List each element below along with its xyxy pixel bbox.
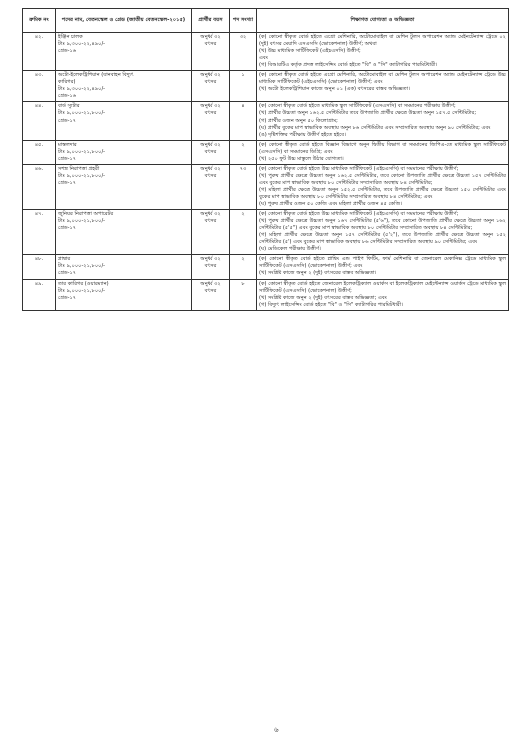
- qualification-item: (গ) বিদ্যুৎ লাইসেন্সিং বোর্ড হইতে "বি" ও "সি" ক্যাটাগরির পারমিটধারী।: [259, 301, 403, 308]
- header-serial: ক্রমিক নং: [23, 9, 56, 33]
- post-cell: [56, 102, 192, 140]
- table-row: [23, 33, 509, 71]
- qualification-item: (ক) কোনো স্বীকৃত বোর্ড হইতে উচ্চ মাধ্যমিক সার্টিফিকেট (এইচএসসি) বা সমমানের পরীক্ষায় উত্তীর্ণ;: [259, 165, 459, 172]
- qualification-item: (ঘ) মেডিকেল পরীক্ষায় উত্তীর্ণ।: [259, 246, 321, 253]
- qualification-item: (ক) কোনো স্বীকৃত বোর্ড হইতে বিজ্ঞান বিভাগে অনুন দ্বিতীয় বিভাগ বা সমমানের জিপিএ-তে মাধ্যমিক স্কুল সার্টিফিকেট (এসএসসি) বা সমমানের ডিগ্রি; এবং: [259, 141, 506, 155]
- post-cell: [56, 140, 192, 164]
- age-cell: অনুর্ধ্ব ৩২ বৎসর: [192, 140, 230, 164]
- qualification-cell: [257, 255, 509, 279]
- post-count-cell: ৮: [230, 279, 257, 310]
- table-row: [23, 102, 509, 140]
- qualification-item: (খ) প্রার্থীর উচ্চতা অনুন ১৬২.৫ সেন্টিমিটার তবে উপজাতি প্রার্থীর ক্ষেত্রে উচ্চতা অনুন ১৫৭.৫ সেন্টিমিটার;: [259, 110, 477, 117]
- post-count-cell: ৩২: [230, 33, 257, 71]
- post-detail: টাঃ ৯,০০০-২১,৮০০/-: [58, 148, 106, 155]
- header-qualification: শিক্ষাগত যোগ্যতা ও অভিজ্ঞতা: [257, 9, 509, 33]
- table-row: [23, 279, 509, 310]
- post-detail: গ্রেড-১৭: [58, 117, 77, 124]
- qualification-item: (ক) কোনো স্বীকৃত বোর্ড হইতে জেনারেল ইলেকট্রিক্যাল ওয়ার্কস বা ইলেকট্রিক্যাল মেইন্টেন্যান্স ওয়ার্কস ট্রেডে মাধ্যমিক স্কুল সার্টিফিকেট (এসএসসি) (ভোকেশনাল) উত্তীর্ণ;: [259, 280, 506, 294]
- table-header-row: [23, 9, 509, 33]
- table-row: [23, 140, 509, 164]
- qualification-item: (ঘ) পুরুষ প্রার্থীর ওজন ৫০ কেজি এবং মহিলা প্রার্থীর ওজন ৪৫ কেজি।: [259, 201, 402, 208]
- post-detail: টাঃ ৯,০০০-২১,৮০০/-: [58, 110, 106, 117]
- age-cell: অনুর্ধ্ব ৩২ বৎসর: [192, 210, 230, 255]
- qualification-item: (ঙ) দৃষ্টিশক্তির পরীক্ষায় উত্তীর্ণ হইতে হইবে।: [259, 131, 346, 138]
- post-cell: [56, 71, 192, 102]
- post-title: অটো-ইলেকট্রিশিয়ান (যানবাহন বিদ্যুৎ: [58, 72, 134, 79]
- qualification-item: (খ) সংশ্লিষ্ট কাজে অনুন ২ (দুই) বৎসরের বাস্তব অভিজ্ঞতা; এবং: [259, 294, 387, 301]
- qualification-item: (গ) মহিলা প্রার্থীর ক্ষেত্রে উচ্চতা অনুন ১৫৭ সেন্টিমিটার (৫'২"), তবে উপজাতি প্রার্থীর ক্ষেত্রে উচ্চতা অনুন ১৫২ সেন্টিমিটার (৫') এবং বুকের মাপ স্বাভাবিক অবস্থায় ৮৬ সেন্টিমিটার সম্প্রসারিত অবস্থায় ৯০ সেন্টিমিটার; এবং: [259, 232, 506, 246]
- qualification-item: (গ) মহিলা প্রার্থীর ক্ষেত্রে উচ্চতা অনুন ১৫২.৫ সেন্টিমিটার, তবে উপজাতি প্রার্থীর ক্ষেত্রে উচ্চতা ১৫০ সেন্টিমিটার এবং বুকের মাপ স্বাভাবিক অবস্থায় ৮০ সেন্টিমিটার সম্প্রসারিত অবস্থায় ৮৪ সেন্টিমিটার; এবং: [259, 186, 506, 200]
- qualification-item: (খ) ২৫০ ফুট উচ্চ মাস্তুলে উঠার যোগ্যতা।: [259, 155, 344, 162]
- post-detail: গ্রেড-১৭: [58, 155, 77, 162]
- table-row: [23, 255, 509, 279]
- qualification-item: (ক) কোনো স্বীকৃত বোর্ড হইতে এগ্রো মেশিনারি, অটোমোবাইল বা মেশিন টুলস অপারেশন অ্যান্ড মেইনটেন্যান্স ট্রেডে উচ্চ মাধ্যমিক সার্টিফিকেট (এইচএসসি) (ভোকেশনাল) উত্তীর্ণ; এবং: [259, 72, 506, 86]
- document-page: [22, 8, 508, 734]
- post-title: বার্ড স্যুটার: [58, 103, 80, 110]
- post-cell: [56, 164, 192, 209]
- header-age: প্রার্থীর বয়স: [192, 9, 230, 33]
- qualification-cell: [257, 33, 509, 71]
- post-count-cell: ১: [230, 71, 257, 102]
- qualification-cell: [257, 102, 509, 140]
- table-row: [23, 71, 509, 102]
- serial-cell: ৪২.: [23, 33, 56, 71]
- qualification-item: (ক) কোনো স্বীকৃত বোর্ড হইতে উচ্চ মাধ্যমিক সার্টিফিকেট (এইচএসসি) বা সমমানের পরীক্ষায় উত্তীর্ণ;: [259, 211, 459, 218]
- post-detail: টাঃ ৯,৩০০-২২,৪৯০/-: [58, 86, 106, 93]
- age-cell: অনুর্ধ্ব ৩২ বৎসর: [192, 71, 230, 102]
- serial-cell: ৪৩.: [23, 71, 56, 102]
- recruitment-table: [22, 8, 509, 311]
- qualification-cell: [257, 210, 509, 255]
- qualification-item: এবং: [259, 55, 268, 62]
- post-detail: টাঃ ৯,০০০-২১,৮০০/-: [58, 287, 106, 294]
- post-detail: টাঃ ৯,৩০০-২২,৪৯০/-: [58, 41, 106, 48]
- qualification-cell: [257, 279, 509, 310]
- post-cell: [56, 210, 192, 255]
- qualification-item: (খ) অটো ইলেকট্রিশিয়ান কাজে অনুন ০১ (এক) বৎসরের বাস্তব অভিজ্ঞতা।: [259, 86, 410, 93]
- serial-cell: ৪৪.: [23, 102, 56, 140]
- post-detail: গ্রেড-১৭: [58, 294, 77, 301]
- age-cell: অনুর্ধ্ব ৩২ বৎসর: [192, 33, 230, 71]
- post-cell: [56, 279, 192, 310]
- post-cell: [56, 255, 192, 279]
- post-count-cell: ২: [230, 210, 257, 255]
- post-count-cell: ৭৩: [230, 164, 257, 209]
- age-cell: অনুর্ধ্ব ৩২ বৎসর: [192, 255, 230, 279]
- qualification-item: (গ) বিআরটিএ কর্তৃক প্রদত্ত লাইসেন্সিং বোর্ড হইতে "বি" ও "সি" ক্যাটাগরির পারমিটধারী।: [259, 62, 438, 69]
- qualification-cell: [257, 71, 509, 102]
- page-mark: ৬: [274, 726, 279, 734]
- qualification-item: (ক) কোনো স্বীকৃত বোর্ড হইতে এগ্রো মেশিনারি, অটোমোবাইল বা মেশিন টুলস অপারেশন অ্যান্ড মেইনটেন্যান্স ট্রেডে ০২ (দুই) বৎসর মেয়াদি এসএসসি (ভোকেশনাল) উত্তীর্ণ; অথবা: [259, 34, 506, 48]
- age-cell: অনুর্ধ্ব ৩২ বৎসর: [192, 279, 230, 310]
- qualification-item: (খ) পুরুষ প্রার্থীর ক্ষেত্রে উচ্চতা অনুন ১৬৭ সেন্টিমিটার (৫'৬"), তবে কোনো উপজাতি প্রার্থীর ক্ষেত্রে উচ্চতা অনুন ১৬২ সেন্টিমিটার (৫'৫") এবং বুকের মাপ স্বাভাবিক অবস্থায় ৮০ সেন্টিমিটার সম্প্রসারিত অবস্থায় ৮৪ সেন্টিমিটার;: [259, 218, 506, 232]
- post-title: প্লাম্বার: [58, 256, 71, 263]
- post-detail: গ্রেড-১৬: [58, 93, 77, 100]
- post-count-cell: ৪: [230, 102, 257, 140]
- table-row: [23, 210, 509, 255]
- post-detail: গ্রেড-১৭: [58, 225, 77, 232]
- qualification-item: (খ) উচ্চ মাধ্যমিক সার্টিফিকেট (এইচএসসি) উত্তীর্ণ;: [259, 48, 361, 55]
- qualification-item: (ঘ) প্রার্থীর বুকের মাপ স্বাভাবিক অবস্থায় অনুন ৮৬ সেন্টিমিটার এবং সম্প্রসারিত অবস্থায় অনুন ৯০ সেন্টিমিটার; এবং: [259, 124, 491, 131]
- qualification-item: (ক) কোনো স্বীকৃত বোর্ড হইতে প্লাম্বিং এন্ড পাইপ ফিটিং, ফার্ম মেশিনারি বা জেনারেল মেকানিক্স ট্রেডে মাধ্যমিক স্কুল সার্টিফিকেট (এসএসসি) (ভোকেশনাল) উত্তীর্ণ; এবং: [259, 256, 506, 270]
- post-count-cell: ২: [230, 255, 257, 279]
- qualification-item: (খ) সংশ্লিষ্ট কাজে অনুন ২ (দুই) বৎসরের বাস্তব অভিজ্ঞতা।: [259, 270, 377, 277]
- post-detail: টাঃ ৯,০০০-২১,৮০০/-: [58, 172, 106, 179]
- post-detail: গ্রেড-১৬: [58, 48, 77, 55]
- qualification-cell: [257, 164, 509, 209]
- post-cell: [56, 33, 192, 71]
- post-detail: গ্রেড-১৭: [58, 270, 77, 277]
- qualification-cell: [257, 140, 509, 164]
- post-detail: কারিগর): [58, 79, 76, 86]
- header-post: পদের নাম, বেতনস্কেল ও গ্রেড (জাতীয় বেতনস্কেল-২০১৫): [56, 9, 192, 33]
- table-row: [23, 164, 509, 209]
- qualification-item: (গ) প্রার্থীর ওজন অনুন ৫০ কিলোগ্রাম;: [259, 117, 338, 124]
- serial-cell: ৪৮.: [23, 255, 56, 279]
- post-title: মাস্তলদার: [58, 141, 77, 148]
- post-detail: টাঃ ৯,০০০-২১,৮০০/-: [58, 263, 106, 270]
- post-title: সশস্ত্র নিরাপত্তা প্রহরী: [58, 165, 100, 172]
- post-detail: গ্রেড-১৭: [58, 179, 77, 186]
- qualification-item: (ক) কোনো স্বীকৃত বোর্ড হইতে মাধ্যমিক স্কুল সার্টিফিকেট (এসএসসি) বা সমমানের পরীক্ষায় উত্তীর্ণ;: [259, 103, 456, 110]
- serial-cell: ৪৯.: [23, 279, 56, 310]
- post-detail: টাঃ ৯,০০০-২১,৮০০/-: [58, 218, 106, 225]
- post-title: জুনিয়র নিরাপত্তা অপারেটর: [58, 211, 114, 218]
- post-title: ইঞ্জিন চালক: [58, 34, 83, 40]
- header-count: পদ সংখ্যা: [230, 9, 257, 33]
- age-cell: অনুর্ধ্ব ৩২ বৎসর: [192, 102, 230, 140]
- serial-cell: ৪৬.: [23, 164, 56, 209]
- post-title: তার কারিগর (ওয়ারম্যান): [58, 280, 109, 287]
- qualification-item: (খ) পুরুষ প্রার্থীর ক্ষেত্রে উচ্চতা অনুন ১৬২.৫ সেন্টিমিটার, তবে কোনো উপজাতি প্রার্থীর ক্ষেত্রে উচ্চতা ১৫৭ সেন্টিমিটার এবং বুকের মাপ স্বাভাবিক অবস্থায় ৮০ সেন্টিমিটার সম্প্রসারিত অবস্থায় ৮৪ সেন্টিমিটার;: [259, 172, 506, 186]
- serial-cell: ৪৭.: [23, 210, 56, 255]
- post-count-cell: ২: [230, 140, 257, 164]
- age-cell: অনুর্ধ্ব ৩২ বৎসর: [192, 164, 230, 209]
- serial-cell: ৪৫.: [23, 140, 56, 164]
